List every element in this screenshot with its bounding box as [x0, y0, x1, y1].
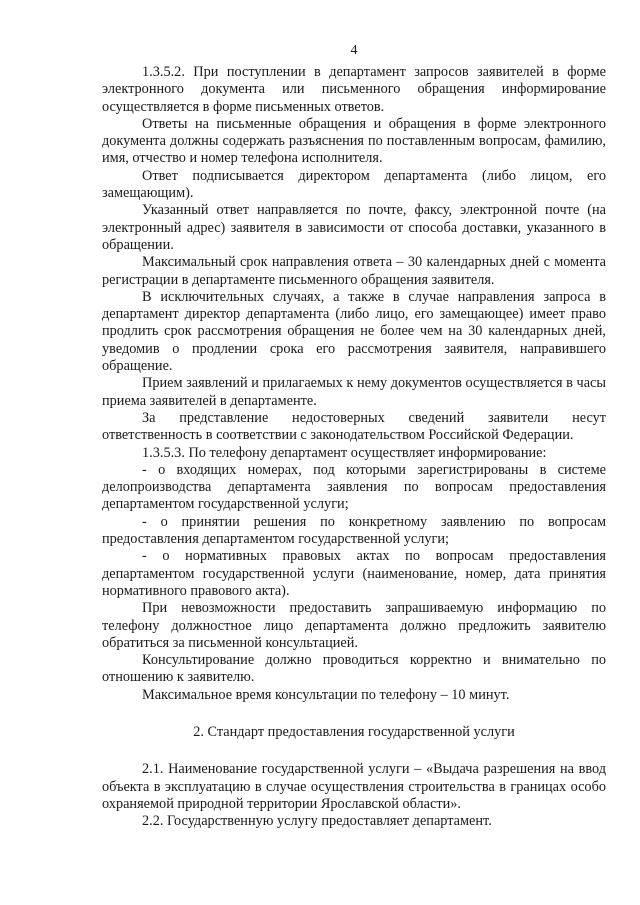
page-number: 4: [350, 43, 358, 58]
paragraph-answer-signed: Ответ подписывается директором департамента (либо лицом, его замещающим).: [102, 167, 606, 202]
paragraph-answer-delivery: Указанный ответ направляется по почте, факсу, электронной почте (на электронный адрес) заявителя в зависимости от способа доставки, указанного в обращении.: [102, 202, 606, 253]
paragraph-2-1: 2.1. Наименование государственной услуги – «Выдача разрешения на ввод объекта в эксплуатацию в случае осуществления строительства в границах особо охраняемой природной территории Ярославской области».: [102, 761, 606, 812]
list-item-normative-acts: - о нормативных правовых актах по вопросам предоставления департаментом государственной услуги (наименование, номер, дата принятия нормативного правового акта).: [102, 548, 606, 599]
paragraph-1-3-5-3: 1.3.5.3. По телефону департамент осуществляет информирование:: [142, 444, 547, 461]
paragraph-1-3-5-2: 1.3.5.2. При поступлении в департамент запросов заявителей в форме электронного документа или письменного обращения информирование осуществляется в форме письменных ответов.: [102, 64, 606, 115]
paragraph-2-2: 2.2. Государственную услугу предоставляет департамент.: [142, 813, 492, 830]
paragraph-consulting-manner: Консультирование должно проводиться корректно и внимательно по отношению к заявителю.: [102, 652, 606, 686]
section-heading: 2. Стандарт предоставления государственной услуги: [193, 723, 515, 740]
paragraph-max-response-time: Максимальный срок направления ответа – 30 календарных дней с момента регистрации в департаменте письменного обращения заявителя.: [102, 254, 606, 288]
paragraph-exceptional-cases: В исключительных случаях, а также в случае направления запроса в департамент директор департамента (либо лицо, его замещающее) имеет право продлить срок рассмотрения обращения не более чем на 30 календарных дней, уведомив о продлении срока его рассмотрения заявителя, направившего обращение.: [102, 288, 606, 375]
paragraph-reception-hours: Прием заявлений и прилагаемых к нему документов осуществляется в часы приема заявителей в департаменте.: [102, 375, 606, 409]
paragraph-max-phone-time: Максимальное время консультации по телефону – 10 минут.: [142, 686, 510, 703]
list-item-decision: - о принятии решения по конкретному заявлению по вопросам предоставления департаментом государственной услуги;: [102, 513, 606, 548]
list-item-incoming-numbers: - о входящих номерах, под которыми зарегистрированы в системе делопроизводства департамента заявления по вопросам предоставления департаментом государственной услуги;: [102, 461, 606, 513]
paragraph-responsibility: За представление недостоверных сведений заявители несут ответственность в соответствии с законодательством Российской Федерации.: [102, 409, 606, 444]
paragraph-answers-content: Ответы на письменные обращения и обращения в форме электронного документа должны содержать разъяснения по поставленным вопросам, фамилию, имя, отчество и номер телефона исполнителя.: [102, 115, 606, 167]
paragraph-written-consultation: При невозможности предоставить запрашиваемую информацию по телефону должностное лицо департамента должно предложить заявителю обратиться за письменной консультацией.: [102, 600, 606, 651]
